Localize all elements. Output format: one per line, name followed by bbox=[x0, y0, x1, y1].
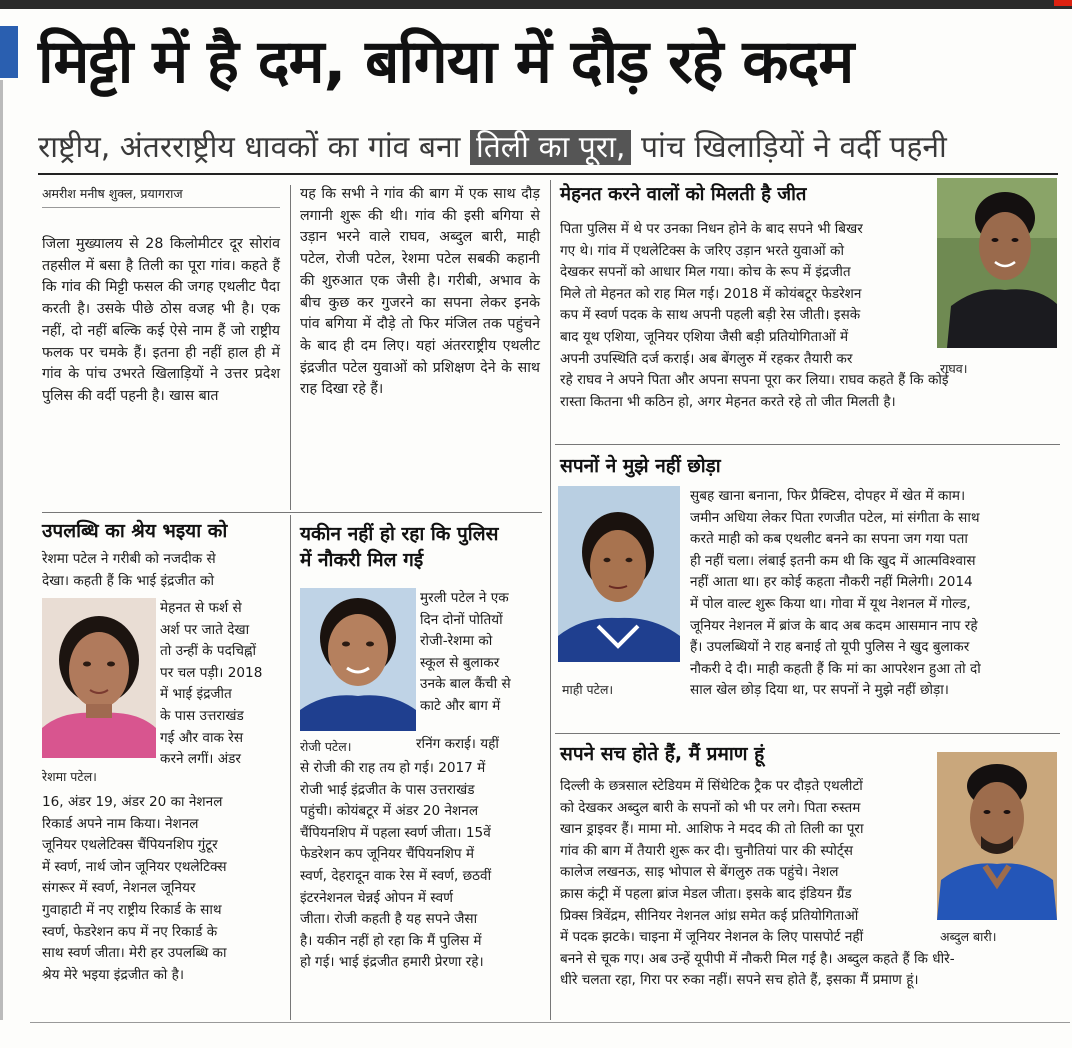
abdul-caption: अब्दुल बारी। bbox=[940, 929, 997, 944]
text-line: है। यकीन नहीं हो रहा कि मैं पुलिस में bbox=[300, 932, 482, 949]
text-line: जीता। रोजी कहती है यह सपने जैसा bbox=[300, 911, 478, 928]
mahi-heading: सपनों ने मुझे नहीं छोड़ा bbox=[560, 455, 721, 477]
headline: मिट्टी में है दम, बगिया में दौड़ रहे कदम bbox=[38, 27, 854, 97]
byline: अमरीश मनीष शुक्ल, प्रयागराज bbox=[42, 186, 183, 201]
mahi-caption: माही पटेल। bbox=[562, 682, 614, 697]
text-line: तो उन्हीं के पदचिह्नों bbox=[160, 643, 256, 660]
page-bottom-rule bbox=[30, 1022, 1070, 1023]
abdul-text bbox=[560, 776, 1060, 992]
rozy-heading-line-2: में नौकरी मिल गई bbox=[300, 549, 424, 571]
text-line: रोजी भाई इंद्रजीत के पास उत्तराखंड bbox=[300, 781, 475, 798]
text-line: कप में स्वर्ण पदक के साथ अपनी पहली बड़ी रेस जीती। इसके bbox=[560, 307, 861, 324]
raghav-bottom-rule bbox=[555, 444, 1060, 445]
text-line: स्कूल से बुलाकर bbox=[420, 654, 500, 671]
reshma-text-side bbox=[160, 598, 285, 771]
text-line: रोजी-रेशमा को bbox=[420, 633, 493, 650]
text-line: बाद यूथ एशिया, जूनियर एशिया जैसी बड़ी प्रतियोगिताओं में bbox=[560, 328, 849, 345]
rozy-heading bbox=[300, 521, 498, 573]
text-line: मिले तो मेहनत को राह मिल गई। 2018 में कोयंबटूर फेडरेशन bbox=[560, 285, 862, 302]
text-line: ही नहीं चला। लंबाई इतनी कम थी कि खुद में आत्मविश्वास bbox=[690, 552, 976, 569]
text-line: साथ स्वर्ण जीता। मेरी हर उपलब्धि का bbox=[42, 945, 227, 962]
text-line: करने लगीं। अंडर bbox=[160, 751, 241, 768]
rozy-caprow-text: रनिंग कराई। यहीं bbox=[416, 736, 499, 752]
text-line: रहे राघव ने अपने पिता और अपना सपना पूरा कर लिया। राघव कहते हैं कि कोई bbox=[560, 372, 949, 389]
red-corner-mark bbox=[1054, 0, 1072, 6]
text-line: फेडरेशन कप जूनियर चैंपियनशिप में bbox=[300, 846, 475, 863]
text-line: नौकरी दे दी। माही कहती हैं कि मां का आपरेशन हुआ तो दो bbox=[690, 660, 981, 677]
text-line: में स्वर्ण, नार्थ जोन जूनियर एथलेटिक्स bbox=[42, 858, 227, 875]
text-line: के पास उत्तराखंड bbox=[160, 707, 244, 724]
column-divider bbox=[290, 185, 291, 510]
text-line: गई और वाक रेस bbox=[160, 729, 244, 746]
left-blue-strip bbox=[0, 26, 18, 78]
text-line: इंटरनेशनल चेन्नई ओपन में स्वर्ण bbox=[300, 889, 453, 906]
text-line: संगरूर में स्वर्ण, नेशनल जूनियर bbox=[42, 880, 196, 897]
raghav-caption: राघव। bbox=[940, 361, 968, 376]
top-border bbox=[0, 0, 1072, 9]
reshma-heading: उपलब्धि का श्रेय भइया को bbox=[42, 520, 228, 542]
text-line: कालेज लखनऊ, साइ भोपाल से बेंगलुरु तक पहुंचे। नेशल bbox=[560, 864, 839, 881]
text-line: पिता पुलिस में थे पर उनका निधन होने के बाद सपने भी बिखर bbox=[560, 221, 863, 237]
text-line: अर्श पर जाते देखा bbox=[160, 621, 250, 638]
mahi-bottom-rule bbox=[555, 733, 1060, 734]
rozy-text-bottom bbox=[300, 758, 545, 974]
text-line: उनके बाल कैंची से bbox=[420, 676, 511, 693]
intro-bottom-rule bbox=[42, 512, 542, 513]
abdul-heading: सपने सच होते हैं, मैं प्रमाण हूं bbox=[560, 743, 765, 765]
text-line: साल खेल छोड़ दिया था, पर सपनों ने मुझे नहीं छोड़ा। bbox=[690, 682, 949, 699]
text-line: को देखकर अब्दुल बारी के सपनों को भी पर लगे। पिता रुस्तम bbox=[560, 799, 861, 816]
text-line: से रोजी की राह तय हो गई। 2017 में bbox=[300, 760, 486, 776]
text-line: रिकार्ड अपने नाम किया। नेशनल bbox=[42, 815, 199, 832]
text-line: चैंपियनशिप में पहला स्वर्ण जीता। 15वें bbox=[300, 824, 491, 841]
text-line: गए थे। गांव में एथलेटिक्स के जरिए उड़ान भरते युवाओं को bbox=[560, 242, 844, 259]
raghav-heading: मेहनत करने वालों को मिलती है जीत bbox=[560, 184, 807, 205]
text-line: पर चल पड़ी। 2018 bbox=[160, 664, 263, 681]
column-divider-2 bbox=[290, 515, 291, 1020]
text-line: खान ड्राइवर हैं। मामा मो. आशिफ ने मदद की तो तिली का पूरा bbox=[560, 821, 864, 838]
intro-column-1: जिला मुख्यालय से 28 किलोमीटर दूर सोरांव तहसील में बसा है तिली का पूरा गांव। कहते हैं कि गांव की मिट्टी फसल की जगह एथलीट पैदा करती है। उसके पीछे ठोस वजह भी है। एक नहीं, दो नहीं बल्कि कई ऐसे नाम हैं जो राष्ट्रीय फलक पर चमके हैं। इतना ही नहीं हाल ही में गांव के पांच उभरते खिलाड़ियों ने उत्तर प्रदेश पुलिस की वर्दी पहनी है। खास बात bbox=[42, 236, 280, 404]
text-line: मुरली पटेल ने एक bbox=[420, 590, 509, 606]
text-line: काटे और बाग में bbox=[420, 697, 501, 714]
text-line: प्रिक्स त्रिवेंद्रम, सीनियर नेशनल आंध्र समेत कई प्रतियोगिताओं bbox=[560, 907, 859, 924]
rozy-photo bbox=[300, 588, 416, 731]
text-line: गुवाहाटी में नए राष्ट्रीय रिकार्ड के साथ bbox=[42, 901, 222, 918]
text-line: नहीं आता था। हर कोई कहता नौकरी नहीं मिलेगी। 2014 bbox=[690, 574, 973, 591]
text-line: स्वर्ण, फेडरेशन कप में नए रिकार्ड के bbox=[42, 923, 218, 940]
text-line: क्रास कंट्री में पहला ब्रांज मेडल जीता। इसके बाद इंडियन ग्रैंड bbox=[560, 885, 852, 902]
rozy-heading-line-1: यकीन नहीं हो रहा कि पुलिस bbox=[300, 523, 499, 545]
mahi-portrait bbox=[558, 486, 680, 662]
subhead-part-a: राष्ट्रीय, अंतरराष्ट्रीय धावकों का गांव बना bbox=[38, 130, 461, 165]
text-line: धीरे चलता रहा, गिरा पर रुका नहीं। सपने सच होते हैं, इसका मैं प्रमाण हूं। bbox=[560, 972, 919, 989]
text-line: 16, अंडर 19, अंडर 20 का नेशनल bbox=[42, 794, 223, 810]
text-line: में पोल वाल्ट शुरू किया था। गोवा में यूथ नेशनल में गोल्ड, bbox=[690, 595, 971, 612]
text-line: देखकर सपनों को आधार मिल गया। कोच के रूप में इंद्रजीत bbox=[560, 264, 851, 281]
text-line: पहुंची। कोयंबटूर में अंडर 20 नेशनल bbox=[300, 803, 479, 820]
headline-rule bbox=[38, 173, 1058, 175]
text-line: देखा। कहती हैं कि भाई इंद्रजीत को bbox=[42, 572, 215, 589]
text-line: में पदक झटके। चाइना में जूनियर नेशनल के लिए पासपोर्ट नहीं bbox=[560, 929, 864, 946]
text-line: अपनी उपस्थिति दर्ज कराई। अब बेंगलुरु में रहकर तैयारी कर bbox=[560, 350, 853, 367]
main-column-divider bbox=[550, 180, 551, 1020]
subhead-highlight: तिली का पूरा, bbox=[470, 130, 631, 165]
rozy-caption: रोजी पटेल। bbox=[300, 739, 352, 754]
text-line: रेशमा पटेल ने गरीबी को नजदीक से bbox=[42, 551, 216, 567]
subhead-part-b: पांच खिलाड़ियों ने वर्दी पहनी bbox=[640, 130, 947, 165]
intro-column-2: यह कि सभी ने गांव की बाग में एक साथ दौड़ लगानी शुरू की थी। गांव की इसी बगिया से उड़ान भरने वाले राघव, अब्दुल बारी, माही पटेल, रोजी पटेल, रेशमा पटेल सबकी कहानी की शुरुआत एक जैसी है। गरीबी, अभाव के बीच कुछ कर गुजरने का सपना लेकर इनके पांव बगिया में दौड़े तो फिर मंजिल तक पहुंचने के बाद ही दम लिए। यहां अंतरराष्ट्रीय एथलीट इंद्रजीत पटेल युवाओं को प्रशिक्षण देने के साथ राह दिखा रहे हैं। bbox=[300, 186, 540, 398]
mahi-photo bbox=[558, 486, 680, 662]
text-line: श्रेय मेरे भइया इंद्रजीत को है। bbox=[42, 966, 185, 983]
text-line: जमीन अधिया लेकर पिता रणजीत पटेल, मां संगीता के साथ bbox=[690, 509, 980, 526]
reshma-text-top bbox=[42, 549, 282, 592]
reshma-caption: रेशमा पटेल। bbox=[42, 769, 97, 784]
left-page-edge bbox=[0, 80, 3, 1020]
text-line: रास्ता कितना भी कठिन हो, अगर मेहनत करते रहे तो जीत मिलती है। bbox=[560, 393, 896, 410]
rozy-portrait bbox=[300, 588, 416, 731]
rozy-text-side bbox=[420, 588, 540, 718]
text-line: मेहनत से फर्श से bbox=[160, 600, 242, 616]
text-line: हैं। उपलब्धियों ने राह बनाई तो यूपी पुलिस ने खुद बुलाकर bbox=[690, 639, 970, 656]
text-line: गांव की बाग में तैयारी शुरू कर दी। चुनौतियां पार की स्पोर्ट्स bbox=[560, 842, 853, 859]
text-line: बनने से चूक गए। अब उन्हें यूपीपी में नौकरी मिल गई है। अब्दुल कहते हैं कि धीरे- bbox=[560, 950, 955, 967]
text-line: में भाई इंद्रजीत bbox=[160, 686, 232, 703]
subheadline bbox=[38, 126, 1058, 170]
text-line: दिल्ली के छत्रसाल स्टेडियम में सिंथेटिक ट्रैक पर दौड़ते एथलीटों bbox=[560, 778, 863, 794]
text-line: दिन दोनों पोतियों bbox=[420, 611, 503, 628]
text-line: स्वर्ण, देहरादून वाक रेस में स्वर्ण, छठवीं bbox=[300, 867, 492, 884]
reshma-photo bbox=[42, 598, 156, 758]
raghav-text bbox=[560, 219, 1040, 413]
byline-rule bbox=[42, 207, 280, 208]
text-line: करते माही को कब एथलीट बनने का सपना जग गया पता bbox=[690, 531, 968, 548]
reshma-text-bottom bbox=[42, 792, 287, 986]
text-line: सुबह खाना बनाना, फिर प्रैक्टिस, दोपहर में खेत में काम। bbox=[690, 488, 966, 504]
mahi-text bbox=[690, 486, 1060, 702]
text-line: जूनियर नेशनल में ब्रांज के बाद अब कदम आसमान नाप रहे bbox=[690, 617, 978, 634]
text-line: हो गई। भाई इंद्रजीत हमारी प्रेरणा रहे। bbox=[300, 954, 484, 971]
text-line: जूनियर एथलेटिक्स चैंपियनशिप गुंटूर bbox=[42, 837, 218, 854]
reshma-portrait bbox=[42, 598, 156, 758]
